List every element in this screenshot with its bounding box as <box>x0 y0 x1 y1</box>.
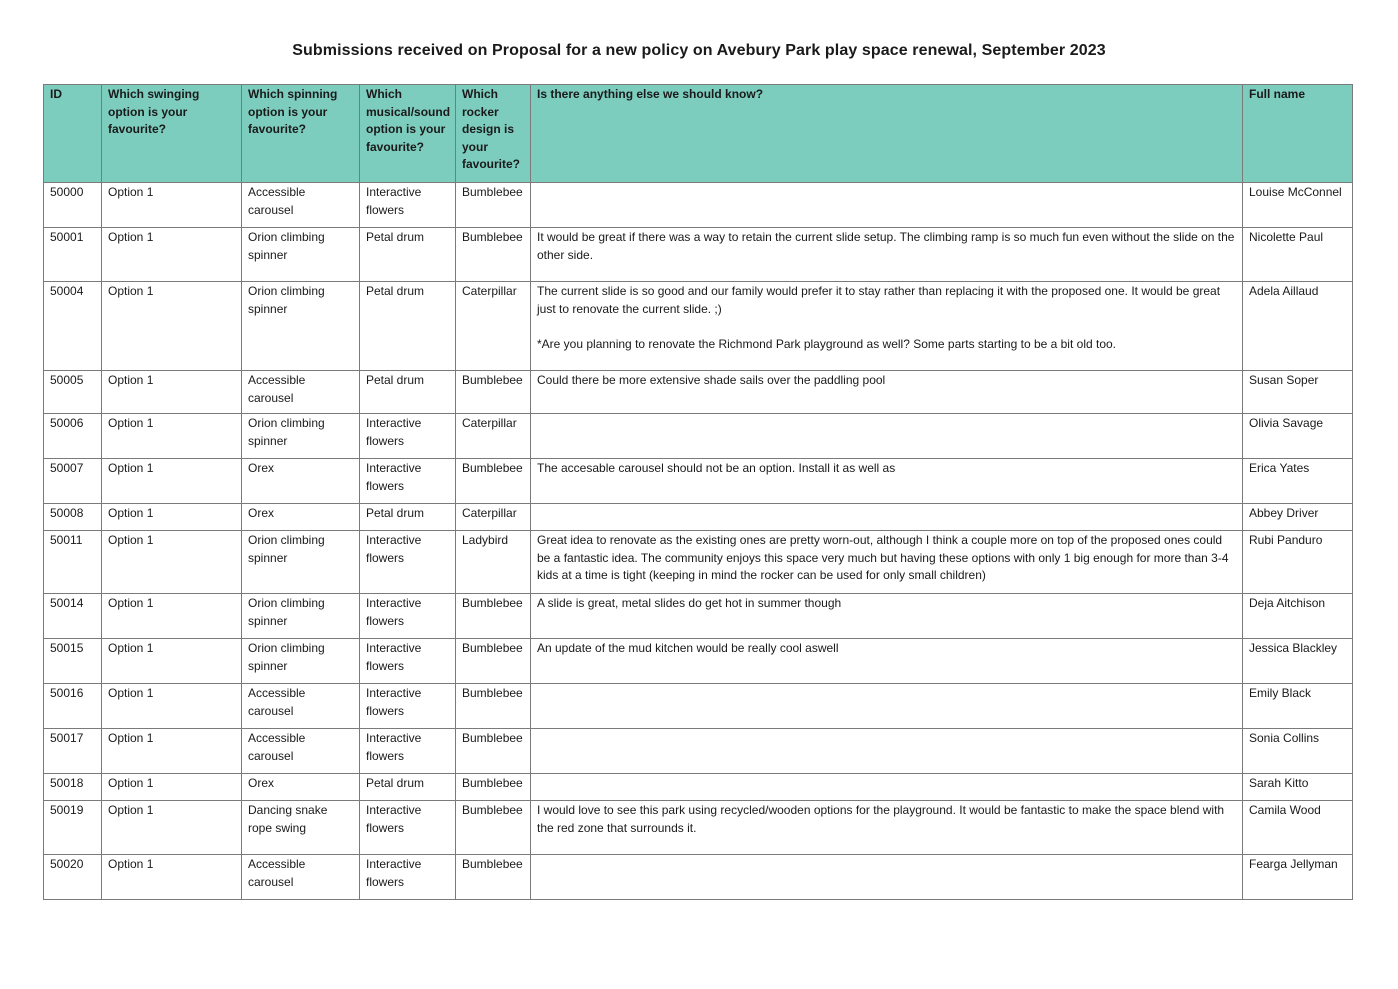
table-row <box>44 531 1353 594</box>
cell-spinning: Orion climbing spinner <box>242 594 360 639</box>
cell-id: 50001 <box>44 228 102 282</box>
cell-swinging: Option 1 <box>102 594 242 639</box>
cell-musical: Petal drum <box>360 504 456 531</box>
cell-full-name: Camila Wood <box>1243 801 1353 855</box>
cell-swinging: Option 1 <box>102 228 242 282</box>
cell-id: 50015 <box>44 639 102 684</box>
column-header-comment: Is there anything else we should know? <box>531 85 1243 183</box>
cell-comment: Could there be more extensive shade sails over the paddling pool <box>531 371 1243 414</box>
cell-id: 50019 <box>44 801 102 855</box>
table-row <box>44 414 1353 459</box>
cell-id: 50020 <box>44 855 102 900</box>
cell-spinning: Orion climbing spinner <box>242 228 360 282</box>
cell-musical: Interactive flowers <box>360 729 456 774</box>
cell-id: 50006 <box>44 414 102 459</box>
table-row <box>44 459 1353 504</box>
cell-swinging: Option 1 <box>102 371 242 414</box>
cell-spinning: Orion climbing spinner <box>242 282 360 371</box>
column-header-swinging: Which swinging option is your favourite? <box>102 85 242 183</box>
cell-swinging: Option 1 <box>102 684 242 729</box>
cell-musical: Interactive flowers <box>360 594 456 639</box>
cell-musical: Interactive flowers <box>360 183 456 228</box>
cell-id: 50016 <box>44 684 102 729</box>
cell-id: 50014 <box>44 594 102 639</box>
cell-swinging: Option 1 <box>102 183 242 228</box>
column-header-rocker: Which rocker design is your favourite? <box>456 85 531 183</box>
cell-swinging: Option 1 <box>102 414 242 459</box>
cell-id: 50004 <box>44 282 102 371</box>
cell-swinging: Option 1 <box>102 282 242 371</box>
column-header-id: ID <box>44 85 102 183</box>
cell-spinning: Accessible carousel <box>242 684 360 729</box>
cell-comment <box>531 729 1243 774</box>
cell-comment <box>531 183 1243 228</box>
table-row <box>44 684 1353 729</box>
cell-spinning: Orion climbing spinner <box>242 639 360 684</box>
cell-rocker: Bumblebee <box>456 855 531 900</box>
cell-musical: Interactive flowers <box>360 459 456 504</box>
cell-spinning: Accessible carousel <box>242 371 360 414</box>
cell-comment: The accesable carousel should not be an option. Install it as well as <box>531 459 1243 504</box>
table-row <box>44 855 1353 900</box>
cell-rocker: Bumblebee <box>456 684 531 729</box>
cell-id: 50005 <box>44 371 102 414</box>
cell-swinging: Option 1 <box>102 639 242 684</box>
cell-comment <box>531 504 1243 531</box>
table-header-row <box>44 85 1353 183</box>
cell-musical: Interactive flowers <box>360 684 456 729</box>
cell-comment <box>531 414 1243 459</box>
cell-comment: It would be great if there was a way to retain the current slide setup. The climbing ramp is so much fun even without the slide on the other side. <box>531 228 1243 282</box>
cell-musical: Petal drum <box>360 282 456 371</box>
cell-comment: The current slide is so good and our family would prefer it to stay rather than replacing it with the proposed one. It would be great just to renovate the current slide. ;) *Are you planning to renovate the Richmond Park playground as well? Some parts starting to be a bit old too. <box>531 282 1243 371</box>
cell-swinging: Option 1 <box>102 531 242 594</box>
cell-comment <box>531 855 1243 900</box>
cell-comment <box>531 684 1243 729</box>
cell-comment <box>531 774 1243 801</box>
cell-id: 50017 <box>44 729 102 774</box>
table-row <box>44 774 1353 801</box>
cell-rocker: Bumblebee <box>456 459 531 504</box>
table-row <box>44 371 1353 414</box>
table-row <box>44 228 1353 282</box>
cell-rocker: Bumblebee <box>456 729 531 774</box>
cell-rocker: Bumblebee <box>456 639 531 684</box>
cell-spinning: Orion climbing spinner <box>242 531 360 594</box>
cell-rocker: Bumblebee <box>456 371 531 414</box>
cell-full-name: Fearga Jellyman <box>1243 855 1353 900</box>
cell-rocker: Bumblebee <box>456 228 531 282</box>
cell-full-name: Deja Aitchison <box>1243 594 1353 639</box>
document-title: Submissions received on Proposal for a new policy on Avebury Park play space renewal, September 2023 <box>292 42 1106 59</box>
cell-spinning: Accessible carousel <box>242 729 360 774</box>
table-row <box>44 594 1353 639</box>
cell-swinging: Option 1 <box>102 459 242 504</box>
cell-id: 50000 <box>44 183 102 228</box>
cell-swinging: Option 1 <box>102 801 242 855</box>
cell-spinning: Orex <box>242 774 360 801</box>
cell-id: 50018 <box>44 774 102 801</box>
cell-full-name: Rubi Panduro <box>1243 531 1353 594</box>
table-row <box>44 801 1353 855</box>
cell-musical: Petal drum <box>360 371 456 414</box>
cell-swinging: Option 1 <box>102 504 242 531</box>
cell-spinning: Accessible carousel <box>242 183 360 228</box>
cell-comment: I would love to see this park using recycled/wooden options for the playground. It would be fantastic to make the space blend with the red zone that surrounds it. <box>531 801 1243 855</box>
column-header-full-name: Full name <box>1243 85 1353 183</box>
cell-comment: Great idea to renovate as the existing ones are pretty worn-out, although I think a couple more on top of the proposed ones could be a fantastic idea. The community enjoys this space very much but having these options with only 1 big enough for more than 3-4 kids at a time is tight (keeping in mind the rocker can be used for only small children) <box>531 531 1243 594</box>
cell-full-name: Louise McConnel <box>1243 183 1353 228</box>
cell-rocker: Bumblebee <box>456 594 531 639</box>
cell-id: 50011 <box>44 531 102 594</box>
cell-rocker: Ladybird <box>456 531 531 594</box>
column-header-spinning: Which spinning option is your favourite? <box>242 85 360 183</box>
cell-full-name: Erica Yates <box>1243 459 1353 504</box>
cell-full-name: Emily Black <box>1243 684 1353 729</box>
table-row <box>44 639 1353 684</box>
cell-full-name: Adela Aillaud <box>1243 282 1353 371</box>
cell-rocker: Caterpillar <box>456 504 531 531</box>
cell-musical: Petal drum <box>360 228 456 282</box>
submissions-table <box>43 84 1353 900</box>
cell-spinning: Orex <box>242 504 360 531</box>
cell-musical: Interactive flowers <box>360 414 456 459</box>
cell-full-name: Sonia Collins <box>1243 729 1353 774</box>
cell-comment: An update of the mud kitchen would be really cool aswell <box>531 639 1243 684</box>
cell-rocker: Caterpillar <box>456 414 531 459</box>
column-header-musical: Which musical/sound option is your favourite? <box>360 85 456 183</box>
cell-id: 50007 <box>44 459 102 504</box>
cell-rocker: Bumblebee <box>456 801 531 855</box>
cell-musical: Interactive flowers <box>360 855 456 900</box>
cell-musical: Petal drum <box>360 774 456 801</box>
cell-spinning: Accessible carousel <box>242 855 360 900</box>
table-row <box>44 183 1353 228</box>
table-row <box>44 729 1353 774</box>
cell-full-name: Sarah Kitto <box>1243 774 1353 801</box>
cell-musical: Interactive flowers <box>360 531 456 594</box>
cell-musical: Interactive flowers <box>360 801 456 855</box>
table-row <box>44 504 1353 531</box>
cell-spinning: Orex <box>242 459 360 504</box>
cell-full-name: Susan Soper <box>1243 371 1353 414</box>
cell-rocker: Bumblebee <box>456 183 531 228</box>
cell-swinging: Option 1 <box>102 855 242 900</box>
cell-comment: A slide is great, metal slides do get hot in summer though <box>531 594 1243 639</box>
cell-full-name: Abbey Driver <box>1243 504 1353 531</box>
cell-full-name: Nicolette Paul <box>1243 228 1353 282</box>
cell-full-name: Olivia Savage <box>1243 414 1353 459</box>
table-row <box>44 282 1353 371</box>
cell-swinging: Option 1 <box>102 729 242 774</box>
cell-full-name: Jessica Blackley <box>1243 639 1353 684</box>
cell-rocker: Bumblebee <box>456 774 531 801</box>
cell-id: 50008 <box>44 504 102 531</box>
cell-rocker: Caterpillar <box>456 282 531 371</box>
cell-spinning: Dancing snake rope swing <box>242 801 360 855</box>
cell-musical: Interactive flowers <box>360 639 456 684</box>
cell-spinning: Orion climbing spinner <box>242 414 360 459</box>
cell-swinging: Option 1 <box>102 774 242 801</box>
